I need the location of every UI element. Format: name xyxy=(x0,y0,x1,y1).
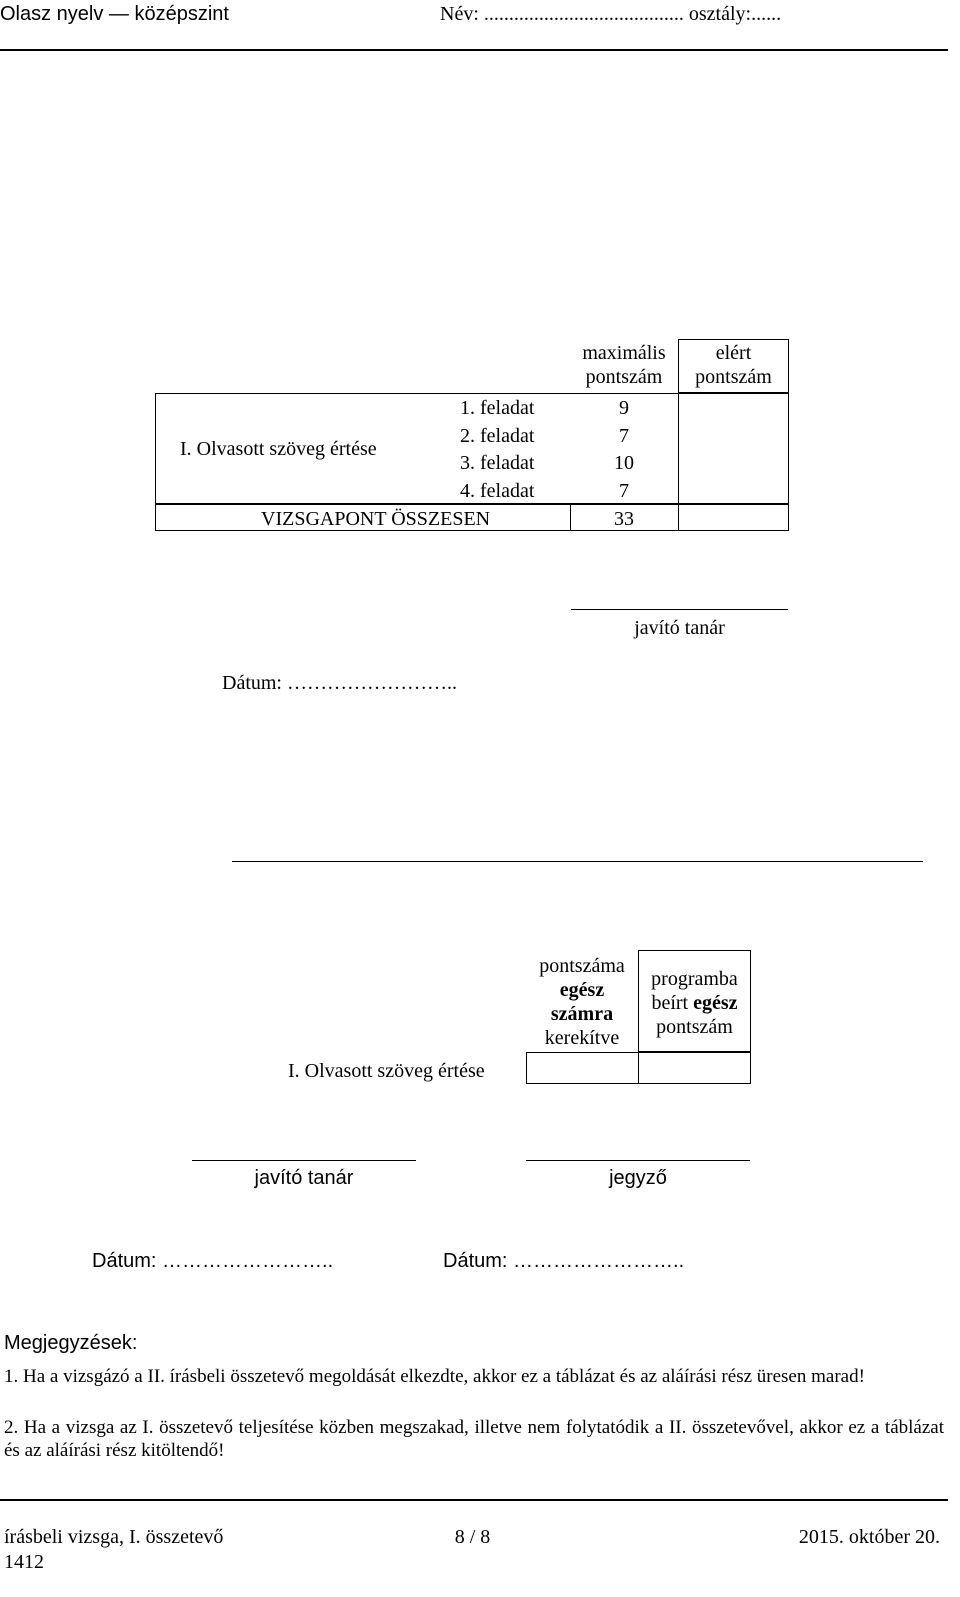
header-subject: Olasz nyelv — középszint xyxy=(0,3,229,25)
program-row-label: I. Olvasott szöveg értése xyxy=(288,1060,485,1082)
signature-date-left[interactable]: Dátum: …………………….. xyxy=(92,1250,334,1272)
col-achieved-label: elért pontszám xyxy=(695,342,772,388)
signature-date-right[interactable]: Dátum: …………………….. xyxy=(443,1250,685,1272)
signature-role-1: javító tanár xyxy=(634,617,725,639)
note-1: 1. Ha a vizsgázó a II. írásbeli összetevő megoldását elkezdte, akkor ez a táblázat és az aláírási rész üresen marad! xyxy=(4,1366,865,1387)
total-max: 33 xyxy=(614,508,634,530)
section-label: I. Olvasott szöveg értése xyxy=(180,438,377,460)
footer-left: írásbeli vizsga, I. összetevő xyxy=(4,1526,224,1548)
total-label: VIZSGAPONT ÖSSZESEN xyxy=(261,508,491,530)
header-rule xyxy=(0,49,948,51)
signature-role-left: javító tanár xyxy=(254,1167,354,1189)
note-2: 2. Ha a vizsga az I. összetevő teljesítése közben megszakad, illetve nem folytatódik a II. összetevővel, akkor ez a táblázat és az aláírási rész kitöltendő! xyxy=(4,1417,944,1461)
col-max-label: maximális pontszám xyxy=(582,342,666,388)
task-row-1-label: 1. feladat xyxy=(460,397,535,419)
header-name-field[interactable]: Név: ........................................ osztály:...... xyxy=(440,3,782,25)
task-row-4-max: 7 xyxy=(619,480,629,502)
task-row-2-max: 7 xyxy=(619,425,629,447)
task-row-2-label: 2. feladat xyxy=(460,425,535,447)
task-row-3-max: 10 xyxy=(614,452,634,474)
signature-line-left xyxy=(192,1160,416,1161)
program-col2-header: programba beírt egész pontszám xyxy=(651,968,738,1038)
signature-line-1 xyxy=(571,609,788,610)
program-col1-header: pontszáma egész számra kerekítve xyxy=(539,955,625,1049)
footer-code: 1412 xyxy=(4,1551,44,1573)
signature-date-1[interactable]: Dátum: …………………….. xyxy=(222,672,457,694)
signature-role-right: jegyző xyxy=(609,1167,667,1189)
footer-date: 2015. október 20. xyxy=(798,1526,940,1548)
task-row-3-label: 3. feladat xyxy=(460,452,535,474)
footer-page-number: 8 / 8 xyxy=(454,1526,491,1548)
task-row-1-max: 9 xyxy=(619,397,629,419)
footer-rule xyxy=(0,1499,948,1501)
notes-title: Megjegyzések: xyxy=(4,1332,138,1354)
section-divider xyxy=(232,861,923,862)
signature-line-right xyxy=(526,1160,750,1161)
task-row-4-label: 4. feladat xyxy=(460,480,535,502)
